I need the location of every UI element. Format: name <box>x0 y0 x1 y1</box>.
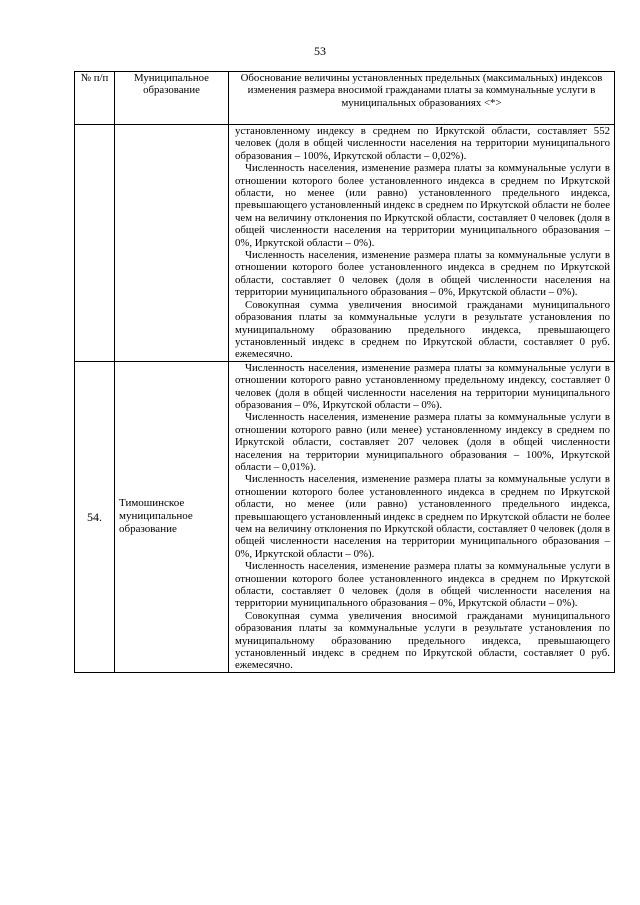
paragraph: Численность населения, изменение размера платы за коммунальные услуги в отношении которого более установленного индекса в среднем по Иркутской области, составляет 0 человек (доля в общей численности населения на территории муниципального образования – 0%, Иркутской области – 0%). <box>235 560 610 610</box>
row-continued-justification <box>229 125 615 362</box>
paragraph: установленному индексу в среднем по Иркутской области, составляет 552 человек (доля в общей численности населения на территории муниципального образования – 100%, Иркутской области – 0,02%). <box>235 125 610 162</box>
paragraph: Численность населения, изменение размера платы за коммунальные услуги в отношении которого равно (или менее) установленному индексу в среднем по Иркутской области, составляет 207 человек (доля в общей численности населения на территории муниципального образования – 100%, Иркутской области – 0,01%). <box>235 411 610 473</box>
row-continued-municipality <box>115 125 229 362</box>
row-54-justification <box>229 361 615 672</box>
header-num: № п/п <box>75 72 115 125</box>
paragraph: Численность населения, изменение размера платы за коммунальные услуги в отношении которого более установленного индекса в среднем по Иркутской области, составляет 0 человек (доля в общей численности населения на территории муниципального образования – 0%, Иркутской области – 0%). <box>235 249 610 299</box>
paragraph: Совокупная сумма увеличения вносимой гражданами муниципального образования платы за коммунальные услуги в результате установления по муниципальному образованию предельного индекса, превышающего установленный индекс в среднем по Иркутской области, составляет 0 руб. ежемесячно. <box>235 298 610 361</box>
paragraph: Численность населения, изменение размера платы за коммунальные услуги в отношении которого равно установленному предельному индексу, составляет 0 человек (доля в общей численности населения на территории муниципального образования – 0%, Иркутской области – 0%). <box>235 361 610 411</box>
justification-table <box>74 71 615 673</box>
page-number: 53 <box>314 44 326 58</box>
header-justification: Обоснование величины установленных предельных (максимальных) индексов изменения размера вносимой гражданами платы за коммунальные услуги в муниципальных образованиях <*> <box>229 72 615 125</box>
table-row <box>75 361 615 672</box>
table-header-row <box>75 72 615 125</box>
header-municipality: Муниципальное образование <box>115 72 229 125</box>
row-54-num: 54. <box>75 361 115 672</box>
paragraph: Совокупная сумма увеличения вносимой гражданами муниципального образования платы за коммунальные услуги в результате установления по муниципальному образованию предельного индекса, превышающего установленный индекс в среднем по Иркутской области, составляет 0 руб. ежемесячно. <box>235 609 610 672</box>
table-row <box>75 125 615 362</box>
paragraph: Численность населения, изменение размера платы за коммунальные услуги в отношении которого более установленного индекса в среднем по Иркутской области, но менее (или равно) установленного предельного индекса, превышающего установленный индекс в среднем по Иркутской области не более чем на величину отклонения по Иркутской области, составляет 0 человек (доля в общей численности населения на территории муниципального образования – 0%, Иркутской области – 0%). <box>235 162 610 249</box>
paragraph: Численность населения, изменение размера платы за коммунальные услуги в отношении которого более установленного индекса в среднем по Иркутской области, но менее (или равно) установленного предельного индекса, превышающего установленный индекс в среднем по Иркутской области не более чем на величину отклонения по Иркутской области, составляет 0 человек (доля в общей численности населения на территории муниципального образования – 0%, Иркутской области – 0%). <box>235 473 610 560</box>
row-continued-num <box>75 125 115 362</box>
row-54-municipality: Тимошинское муниципальное образование <box>115 361 229 672</box>
